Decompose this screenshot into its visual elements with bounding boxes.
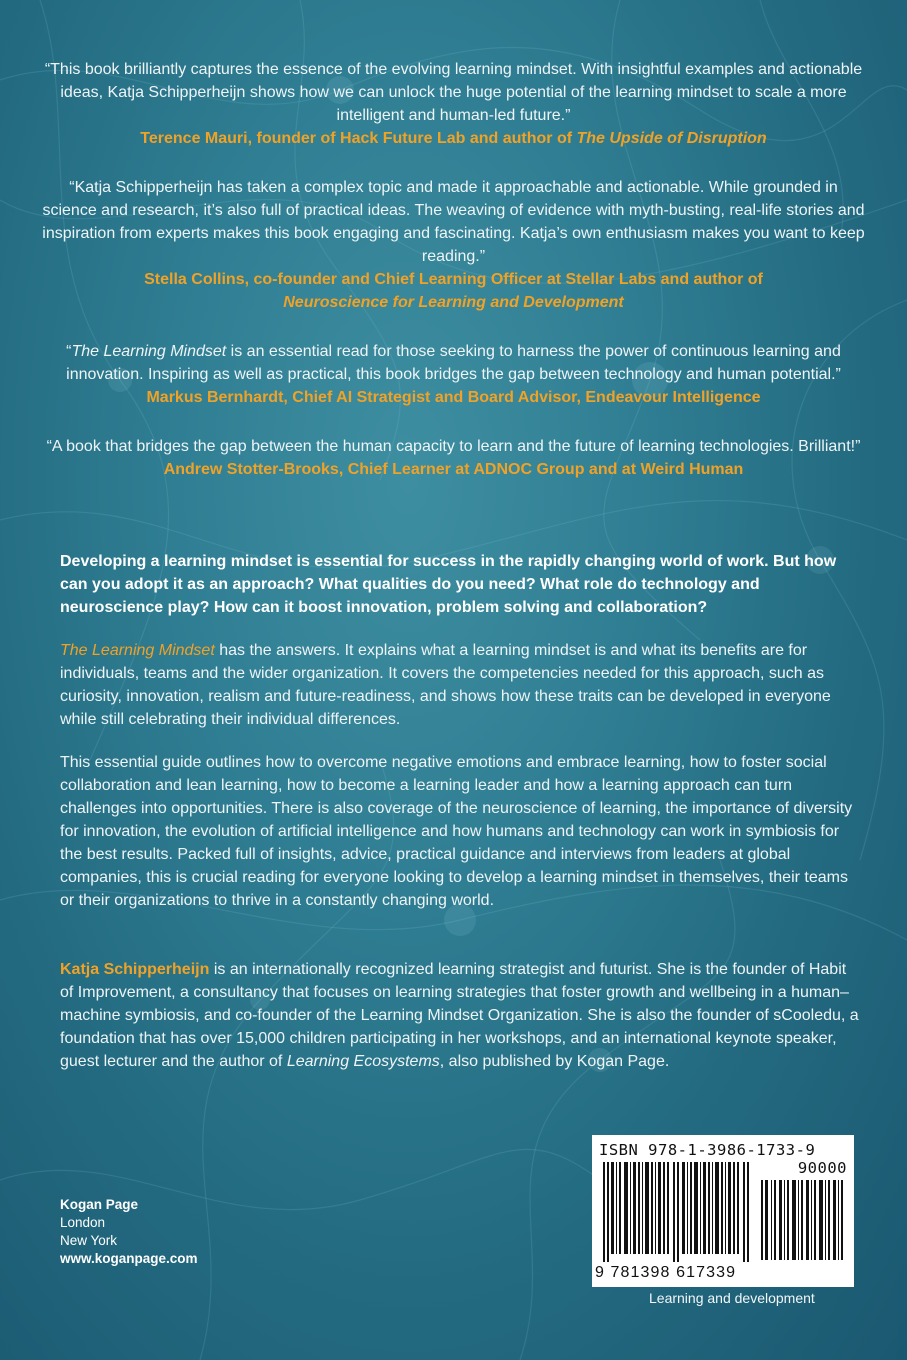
isbn-label: ISBN 978-1-3986-1733-9	[599, 1141, 816, 1159]
attribution-name: Terence Mauri, founder of Hack Future Lab and author of	[140, 130, 577, 147]
ean-number: 9 781398 617339	[595, 1264, 737, 1281]
publisher-city-newyork: New York	[60, 1233, 118, 1248]
description-paragraph-2	[60, 639, 860, 731]
endorsements	[40, 58, 867, 507]
ean-bars	[599, 1162, 757, 1262]
bio-end: , also published by Kogan Page.	[439, 1053, 670, 1070]
attribution-name: Stella Collins, co-founder and Chief Learning Officer at Stellar Labs and author of	[144, 271, 763, 288]
author-bio	[60, 958, 860, 1073]
attribution-book-title: Neuroscience for Learning and Development	[283, 294, 624, 311]
addon-bars	[761, 1180, 847, 1260]
book-description	[60, 550, 860, 932]
attribution-book-title: The Upside of Disruption	[576, 130, 767, 147]
book-title-inline: The Learning Mindset	[60, 642, 215, 659]
barcode	[592, 1135, 854, 1287]
author-bio-text	[60, 958, 860, 1073]
quote-text: “This book brilliantly captures the essence of the evolving learning mindset. With insightful examples and actionable ideas, Katja Schipperheijn shows how we can unlock the huge potential of the learning mindset to scale a more intelligent and human-led future.”	[44, 61, 863, 124]
quote-text: “Katja Schipperheijn has taken a complex topic and made it approachable and actionable. While grounded in science and research, it’s also full of practical ideas. The weaving of evidence with myth-busting, real-life stories and inspiration from experts makes this book engaging and fascinating. Katja’s own enthusiasm makes you want to keep reading.”	[42, 179, 865, 265]
publisher-info	[60, 1196, 198, 1268]
description-lead: Developing a learning mindset is essential for success in the rapidly changing world of work. But how can you adopt it as an approach? What qualities do you need? What role do technology and neuroscience play? How can it boost innovation, problem solving and collaboration?	[60, 553, 837, 616]
quote-body: is an essential read for those seeking to harness the power of continuous learning and innovation. Inspiring as well as practical, this book bridges the gap between technology and human potential.”	[66, 343, 841, 383]
endorsement-1	[40, 58, 867, 150]
publisher-city-london: London	[60, 1215, 106, 1230]
quote-attribution: Andrew Stotter-Brooks, Chief Learner at ADNOC Group and at Weird Human	[163, 461, 744, 478]
quote-book-title: The Learning Mindset	[71, 343, 227, 360]
publisher-website: www.koganpage.com	[60, 1251, 198, 1266]
open-quote: “	[66, 343, 72, 360]
quote-attribution	[40, 127, 867, 150]
bio-body: is an internationally recognized learning strategist and futurist. She is the founder of Habit of Improvement, a consultancy that focuses on learning strategies that foster growth and wellbeing in a human–machine symbiosis, and co-founder of the Learning Mindset Organization. She is also the founder of sCooledu, a foundation that has over 15,000 children participating in her workshops, and an international keynote speaker, guest lecturer and the author of	[60, 961, 859, 1070]
paragraph-body: has the answers. It explains what a learning mindset is and what its benefits are for individuals, teams and the wider organization. It covers the competencies needed for this approach, such as curiosity, innovation, realism and future-readiness, and shows how these traits can be developed in everyone while still celebrating their individual differences.	[60, 642, 831, 728]
description-paragraph-3: This essential guide outlines how to overcome negative emotions and embrace learning, how to foster social collaboration and lean learning, how to become a learning leader and how a learning approach can turn challenges into opportunities. There is also coverage of the neuroscience of learning, the importance of diversity for innovation, the evolution of artificial intelligence and how humans and technology can work in symbiosis for the best results. Packed full of insights, advice, practical guidance and interviews from leaders at global companies, this is crucial reading for everyone looking to develop a learning mindset in themselves, their teams or their organizations to thrive in a constantly changing world.	[60, 754, 853, 909]
publisher-name: Kogan Page	[60, 1197, 139, 1212]
quote-text	[40, 340, 867, 386]
book-category: Learning and development	[649, 1290, 815, 1306]
quote-text: “A book that bridges the gap between the human capacity to learn and the future of learning technologies. Brilliant!”	[46, 438, 861, 455]
price-code: 90000	[797, 1159, 847, 1177]
endorsement-2	[40, 176, 867, 314]
bio-book-title: Learning Ecosystems	[286, 1053, 440, 1070]
quote-attribution: Markus Bernhardt, Chief AI Strategist and Board Advisor, Endeavour Intelligence	[146, 389, 761, 406]
endorsement-4	[40, 435, 867, 481]
endorsement-3	[40, 340, 867, 409]
quote-attribution	[40, 268, 867, 314]
author-name: Katja Schipperheijn	[60, 961, 210, 978]
